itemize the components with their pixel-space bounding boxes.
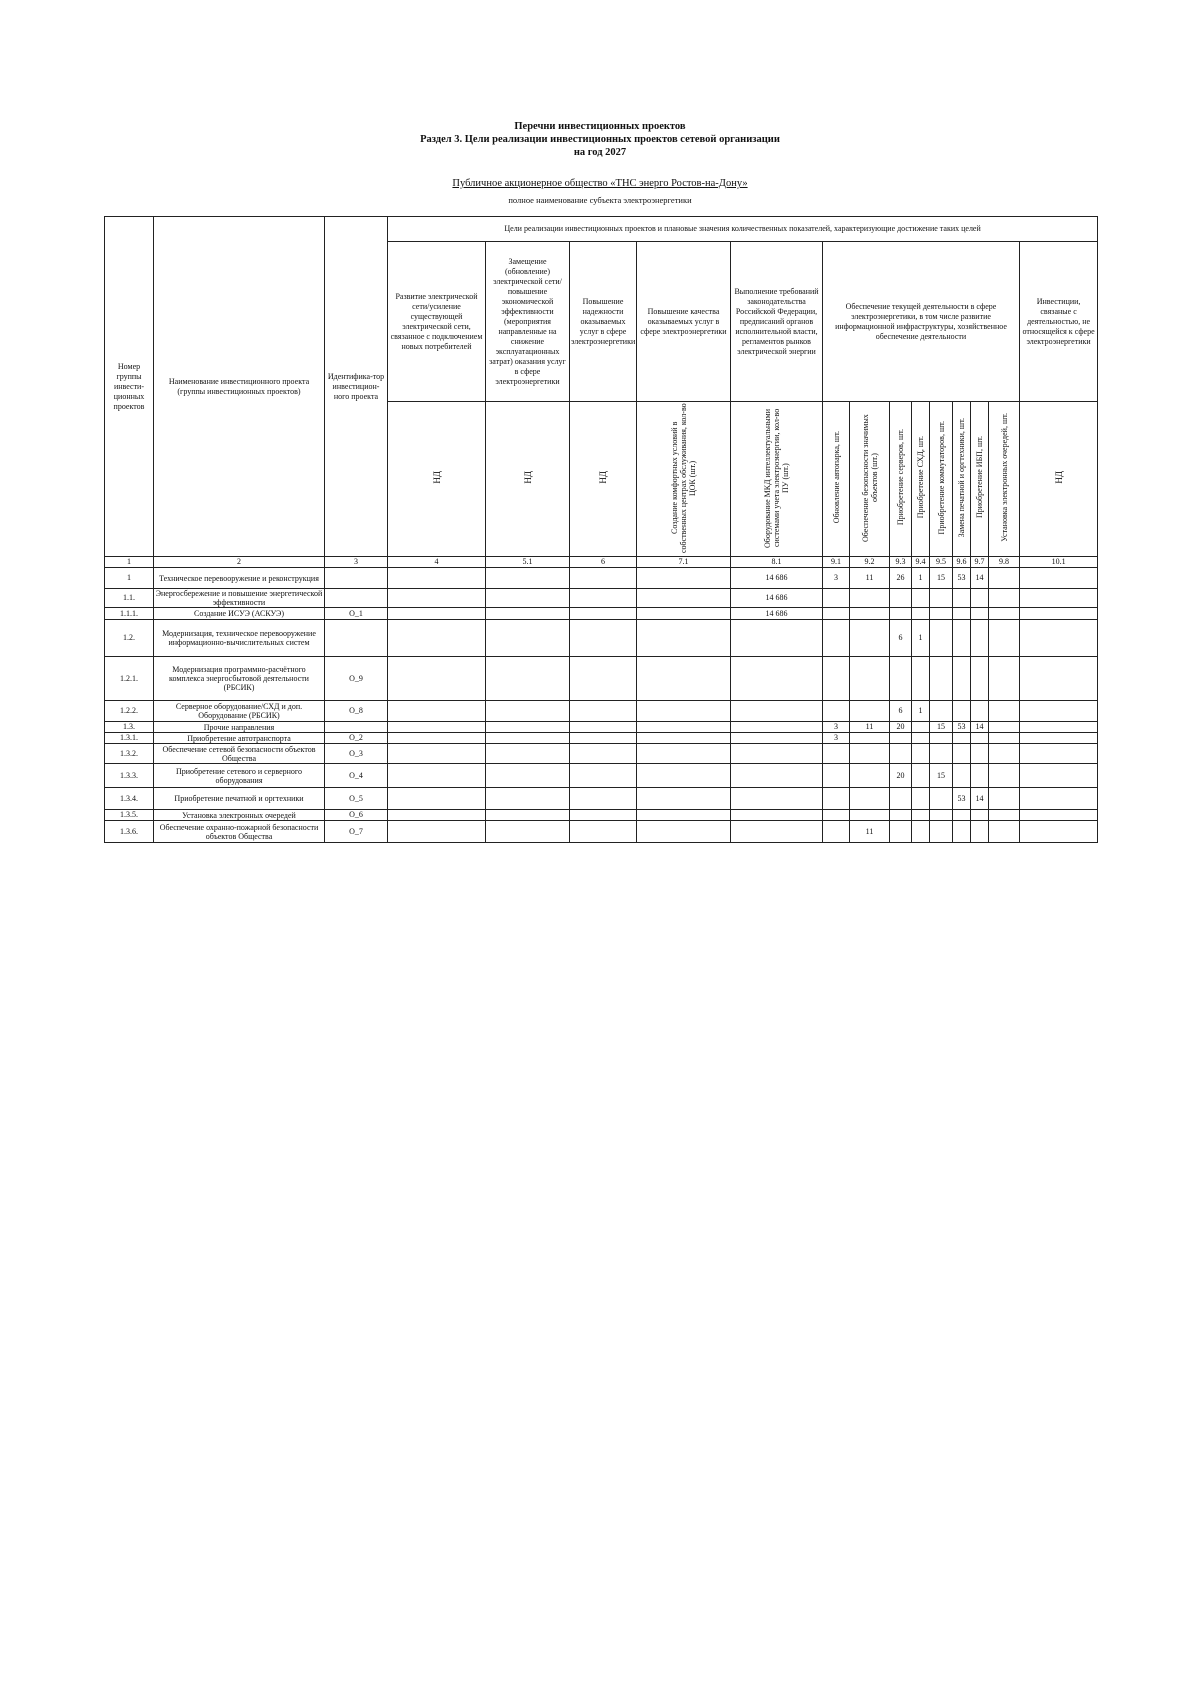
value-cell <box>731 620 823 657</box>
value-cell <box>823 657 850 701</box>
value-cell <box>930 657 953 701</box>
value-cell <box>637 722 731 733</box>
value-cell <box>486 744 570 764</box>
value-cell <box>850 589 890 608</box>
value-cell <box>971 764 989 788</box>
value-cell <box>953 589 971 608</box>
value-cell: 11 <box>850 722 890 733</box>
value-cell <box>731 701 823 722</box>
goal-header: Замещение (обновление) электрической сети/повышение экономической эффективности (мероприятия направленные на снижение эксплуатационных затрат) оказания услуг в сфере электроэнергетики <box>486 242 570 402</box>
value-cell <box>890 821 912 843</box>
value-cell <box>1020 657 1098 701</box>
project-id: О_9 <box>325 657 388 701</box>
title-line: на год 2027 <box>573 147 627 158</box>
table-row <box>105 788 1098 810</box>
value-cell <box>930 589 953 608</box>
table-row <box>105 568 1098 589</box>
value-cell: 1 <box>912 701 930 722</box>
value-cell <box>388 620 486 657</box>
value-cell <box>930 608 953 620</box>
value-cell <box>989 810 1020 821</box>
value-cell <box>850 810 890 821</box>
table-row <box>105 701 1098 722</box>
project-name: Обеспечение сетевой безопасности объектов Общества <box>154 744 325 764</box>
project-name: Модернизация программно-расчётного комплекса энергосбытовой деятельности (РБСИК) <box>154 657 325 701</box>
value-cell <box>912 722 930 733</box>
title-line: Раздел 3. Цели реализации инвестиционных проектов сетевой организации <box>420 134 780 145</box>
row-number: 1.2. <box>105 620 154 657</box>
value-cell <box>930 620 953 657</box>
table-row <box>105 657 1098 701</box>
value-cell <box>637 657 731 701</box>
project-name: Приобретение печатной и оргтехники <box>154 788 325 810</box>
value-cell: 15 <box>930 764 953 788</box>
indicator-header <box>953 402 971 557</box>
value-cell <box>971 733 989 744</box>
value-cell <box>912 608 930 620</box>
indicator-header <box>989 402 1020 557</box>
value-cell <box>953 744 971 764</box>
project-id: О_8 <box>325 701 388 722</box>
value-cell <box>823 788 850 810</box>
value-cell <box>912 744 930 764</box>
project-name: Модернизация, техническое перевооружение информационно-вычислительных систем <box>154 620 325 657</box>
value-cell <box>850 701 890 722</box>
value-cell <box>890 657 912 701</box>
value-cell: 1 <box>912 568 930 589</box>
col-group-no-header: Номер группы инвести-ционных проектов <box>105 217 154 557</box>
value-cell <box>1020 608 1098 620</box>
table-row <box>105 722 1098 733</box>
value-cell <box>570 620 637 657</box>
value-cell <box>388 589 486 608</box>
value-cell <box>971 620 989 657</box>
value-cell: 14 <box>971 568 989 589</box>
value-cell <box>731 788 823 810</box>
value-cell <box>823 744 850 764</box>
col-name-header: Наименование инвестиционного проекта (группы инвестиционных проектов) <box>154 217 325 557</box>
column-number: 9.2 <box>850 557 890 568</box>
indicator-header <box>637 402 731 557</box>
value-cell: 20 <box>890 722 912 733</box>
value-cell <box>570 568 637 589</box>
column-number: 9.7 <box>971 557 989 568</box>
value-cell <box>570 657 637 701</box>
value-cell <box>953 733 971 744</box>
project-id: О_3 <box>325 744 388 764</box>
column-number: 5.1 <box>486 557 570 568</box>
value-cell <box>989 788 1020 810</box>
value-cell <box>570 722 637 733</box>
value-cell <box>570 589 637 608</box>
column-number: 4 <box>388 557 486 568</box>
value-cell <box>1020 568 1098 589</box>
column-number: 9.4 <box>912 557 930 568</box>
value-cell <box>637 568 731 589</box>
value-cell <box>971 589 989 608</box>
value-cell <box>637 821 731 843</box>
value-cell <box>823 764 850 788</box>
indicator-label: Установка электронных очередей, шт. <box>999 413 1009 542</box>
value-cell <box>930 821 953 843</box>
value-cell <box>953 701 971 722</box>
value-cell <box>570 733 637 744</box>
value-cell: 53 <box>953 722 971 733</box>
goal-header: Повышение надежности оказываемых услуг в сфере электроэнергетики <box>570 242 637 402</box>
value-cell <box>823 589 850 608</box>
column-number: 9.3 <box>890 557 912 568</box>
value-cell <box>388 821 486 843</box>
value-cell <box>388 810 486 821</box>
value-cell <box>570 744 637 764</box>
indicator-header <box>912 402 930 557</box>
value-cell <box>953 764 971 788</box>
indicator-header <box>570 402 637 557</box>
value-cell <box>890 744 912 764</box>
value-cell <box>1020 620 1098 657</box>
value-cell <box>823 608 850 620</box>
indicator-label: НД <box>522 471 533 484</box>
document-title <box>0 120 1200 159</box>
value-cell <box>890 589 912 608</box>
value-cell: 11 <box>850 568 890 589</box>
indicator-label: НД <box>431 471 442 484</box>
col-id-header: Идентифика-тор инвестицион-ного проекта <box>325 217 388 557</box>
value-cell <box>486 810 570 821</box>
value-cell: 6 <box>890 620 912 657</box>
column-number-row <box>105 557 1098 568</box>
value-cell <box>989 620 1020 657</box>
project-name: Энергосбережение и повышение энергетической эффективности <box>154 589 325 608</box>
column-number: 3 <box>325 557 388 568</box>
value-cell <box>637 810 731 821</box>
row-number: 1.2.2. <box>105 701 154 722</box>
goal-header: Развитие электрической сети/усиление существующей электрической сети, связанное с подключением новых потребителей <box>388 242 486 402</box>
value-cell <box>912 821 930 843</box>
column-number: 9.8 <box>989 557 1020 568</box>
project-name: Установка электронных очередей <box>154 810 325 821</box>
value-cell <box>971 744 989 764</box>
value-cell <box>850 620 890 657</box>
project-name: Приобретение сетевого и серверного оборудования <box>154 764 325 788</box>
goals-header: Цели реализации инвестиционных проектов и плановые значения количественных показателей, характеризующие достижение таких целей <box>388 217 1098 242</box>
value-cell <box>971 810 989 821</box>
column-number: 7.1 <box>637 557 731 568</box>
value-cell <box>486 788 570 810</box>
indicator-header <box>1020 402 1098 557</box>
indicator-label: Приобретение серверов, шт. <box>896 429 905 526</box>
goal-header: Выполнение требований законодательства Российской Федерации, предписаний органов исполнительной власти, регламентов рынков электрической энергии <box>731 242 823 402</box>
organization-caption: полное наименование субъекта электроэнергетики <box>508 195 692 205</box>
indicator-header <box>388 402 486 557</box>
goal-header: Повышение качества оказываемых услуг в сфере электроэнергетики <box>637 242 731 402</box>
value-cell <box>823 620 850 657</box>
value-cell <box>637 701 731 722</box>
indicator-label: Приобретение СХД, шт. <box>916 436 925 519</box>
indicator-header <box>731 402 823 557</box>
value-cell <box>1020 810 1098 821</box>
indicator-label: Замена печатной и оргтехники, шт. <box>957 417 966 538</box>
row-number: 1.3.1. <box>105 733 154 744</box>
indicator-label: Приобретение коммутаторов, шт. <box>936 420 946 535</box>
value-cell <box>637 608 731 620</box>
value-cell <box>930 788 953 810</box>
project-id: О_4 <box>325 764 388 788</box>
project-name: Прочие направления <box>154 722 325 733</box>
value-cell <box>486 764 570 788</box>
value-cell: 11 <box>850 821 890 843</box>
value-cell <box>637 764 731 788</box>
value-cell: 3 <box>823 722 850 733</box>
value-cell <box>570 764 637 788</box>
value-cell: 14 686 <box>731 568 823 589</box>
value-cell: 14 <box>971 722 989 733</box>
value-cell <box>570 821 637 843</box>
value-cell <box>890 608 912 620</box>
value-cell <box>486 722 570 733</box>
table-row <box>105 608 1098 620</box>
row-number: 1.3.6. <box>105 821 154 843</box>
value-cell: 3 <box>823 568 850 589</box>
value-cell <box>388 788 486 810</box>
value-cell <box>486 589 570 608</box>
row-number: 1.3.5. <box>105 810 154 821</box>
value-cell <box>912 788 930 810</box>
value-cell: 15 <box>930 568 953 589</box>
value-cell <box>388 744 486 764</box>
value-cell <box>388 701 486 722</box>
value-cell <box>930 810 953 821</box>
value-cell <box>570 701 637 722</box>
row-number: 1 <box>105 568 154 589</box>
value-cell: 26 <box>890 568 912 589</box>
table-row <box>105 589 1098 608</box>
value-cell <box>637 733 731 744</box>
value-cell <box>1020 733 1098 744</box>
value-cell <box>388 657 486 701</box>
value-cell <box>637 620 731 657</box>
indicator-header <box>890 402 912 557</box>
goal-header: Обеспечение текущей деятельности в сфере электроэнергетики, в том числе развитие информационной инфраструктуры, хозяйственное обеспечение деятельности <box>823 242 1020 402</box>
value-cell <box>637 788 731 810</box>
indicator-label: Обновление автопарка, шт. <box>831 431 841 524</box>
value-cell <box>850 733 890 744</box>
value-cell <box>989 733 1020 744</box>
value-cell <box>731 722 823 733</box>
value-cell <box>1020 744 1098 764</box>
indicator-header <box>850 402 890 557</box>
indicator-label: НД <box>1053 471 1064 484</box>
value-cell <box>731 744 823 764</box>
project-id: О_7 <box>325 821 388 843</box>
value-cell <box>890 733 912 744</box>
value-cell <box>570 810 637 821</box>
value-cell <box>912 810 930 821</box>
project-id: О_2 <box>325 733 388 744</box>
indicator-header <box>971 402 989 557</box>
value-cell <box>731 810 823 821</box>
value-cell <box>1020 764 1098 788</box>
value-cell <box>1020 701 1098 722</box>
value-cell <box>989 657 1020 701</box>
title-line: Перечни инвестиционных проектов <box>514 121 686 132</box>
value-cell <box>930 733 953 744</box>
value-cell <box>486 608 570 620</box>
value-cell <box>971 657 989 701</box>
value-cell <box>823 810 850 821</box>
value-cell <box>850 657 890 701</box>
value-cell <box>850 744 890 764</box>
value-cell <box>890 788 912 810</box>
value-cell <box>388 764 486 788</box>
column-number: 1 <box>105 557 154 568</box>
value-cell <box>930 744 953 764</box>
value-cell: 14 686 <box>731 608 823 620</box>
value-cell <box>989 722 1020 733</box>
value-cell <box>388 608 486 620</box>
column-number: 9.6 <box>953 557 971 568</box>
value-cell <box>989 764 1020 788</box>
project-id <box>325 589 388 608</box>
value-cell <box>823 821 850 843</box>
row-number: 1.3. <box>105 722 154 733</box>
value-cell <box>731 821 823 843</box>
value-cell: 6 <box>890 701 912 722</box>
value-cell <box>850 608 890 620</box>
row-number: 1.1.1. <box>105 608 154 620</box>
value-cell <box>731 733 823 744</box>
value-cell <box>971 701 989 722</box>
value-cell <box>570 608 637 620</box>
indicator-label: Обеспечение безопасности значимых объектов (шт.) <box>860 413 879 542</box>
column-number: 9.1 <box>823 557 850 568</box>
organization-name: Публичное акционерное общество «ТНС энерго Ростов-на-Дону» <box>452 178 748 189</box>
project-name: Серверное оборудование/СХД и доп. Оборудование (РБСИК) <box>154 701 325 722</box>
project-id <box>325 620 388 657</box>
value-cell <box>731 657 823 701</box>
value-cell <box>912 589 930 608</box>
value-cell <box>850 764 890 788</box>
column-number: 2 <box>154 557 325 568</box>
value-cell <box>989 589 1020 608</box>
value-cell <box>486 701 570 722</box>
value-cell: 53 <box>953 788 971 810</box>
value-cell <box>989 568 1020 589</box>
value-cell <box>637 589 731 608</box>
column-number: 8.1 <box>731 557 823 568</box>
value-cell <box>912 764 930 788</box>
column-number: 10.1 <box>1020 557 1098 568</box>
table-row <box>105 821 1098 843</box>
column-number: 6 <box>570 557 637 568</box>
value-cell <box>953 821 971 843</box>
value-cell <box>912 657 930 701</box>
value-cell <box>989 701 1020 722</box>
value-cell <box>971 608 989 620</box>
value-cell <box>486 821 570 843</box>
indicator-label: Оборудование МКД интеллектуальными системами учета электроэнергии, кол-во ПУ (шт.) <box>763 407 790 548</box>
value-cell: 20 <box>890 764 912 788</box>
value-cell <box>570 788 637 810</box>
value-cell: 3 <box>823 733 850 744</box>
investment-goals-table <box>104 216 1098 843</box>
value-cell: 14 <box>971 788 989 810</box>
value-cell <box>731 764 823 788</box>
column-number: 9.5 <box>930 557 953 568</box>
value-cell <box>989 608 1020 620</box>
value-cell <box>953 620 971 657</box>
value-cell <box>953 608 971 620</box>
value-cell: 53 <box>953 568 971 589</box>
value-cell <box>1020 788 1098 810</box>
value-cell: 15 <box>930 722 953 733</box>
row-number: 1.3.2. <box>105 744 154 764</box>
value-cell <box>1020 821 1098 843</box>
project-name: Приобретение автотранспорта <box>154 733 325 744</box>
value-cell <box>850 788 890 810</box>
row-number: 1.3.3. <box>105 764 154 788</box>
value-cell <box>953 810 971 821</box>
indicator-label: Приобретение ИБП, шт. <box>975 436 984 519</box>
value-cell: 1 <box>912 620 930 657</box>
indicator-header <box>823 402 850 557</box>
table-row <box>105 810 1098 821</box>
project-id: О_5 <box>325 788 388 810</box>
table-row <box>105 620 1098 657</box>
project-id <box>325 722 388 733</box>
value-cell <box>912 733 930 744</box>
value-cell <box>989 821 1020 843</box>
row-number: 1.2.1. <box>105 657 154 701</box>
value-cell <box>823 701 850 722</box>
value-cell <box>930 701 953 722</box>
value-cell <box>1020 722 1098 733</box>
value-cell <box>971 821 989 843</box>
project-id <box>325 568 388 589</box>
indicator-label: Создание комфортных условий в собственных центрах обслуживания, кол-во ЦОК (шт.) <box>670 402 697 553</box>
value-cell <box>1020 589 1098 608</box>
value-cell: 14 686 <box>731 589 823 608</box>
goal-header: Инвестиции, связаные с деятельностью, не относящейся к сфере электроэнергетики <box>1020 242 1098 402</box>
table-row <box>105 733 1098 744</box>
project-name: Техническое перевооружение и реконструкция <box>154 568 325 589</box>
value-cell <box>953 657 971 701</box>
indicator-label: НД <box>598 471 608 484</box>
value-cell <box>989 744 1020 764</box>
project-name: Обеспечение охранно-пожарной безопасности объектов Общества <box>154 821 325 843</box>
value-cell <box>486 568 570 589</box>
indicator-header <box>930 402 953 557</box>
value-cell <box>637 744 731 764</box>
table-row <box>105 764 1098 788</box>
value-cell <box>486 620 570 657</box>
value-cell <box>486 657 570 701</box>
value-cell <box>890 810 912 821</box>
value-cell <box>486 733 570 744</box>
value-cell <box>388 568 486 589</box>
value-cell <box>388 733 486 744</box>
value-cell <box>388 722 486 733</box>
row-number: 1.3.4. <box>105 788 154 810</box>
table-row <box>105 744 1098 764</box>
row-number: 1.1. <box>105 589 154 608</box>
project-name: Создание ИСУЭ (АСКУЭ) <box>154 608 325 620</box>
project-id: О_6 <box>325 810 388 821</box>
indicator-header <box>486 402 570 557</box>
project-id: О_1 <box>325 608 388 620</box>
